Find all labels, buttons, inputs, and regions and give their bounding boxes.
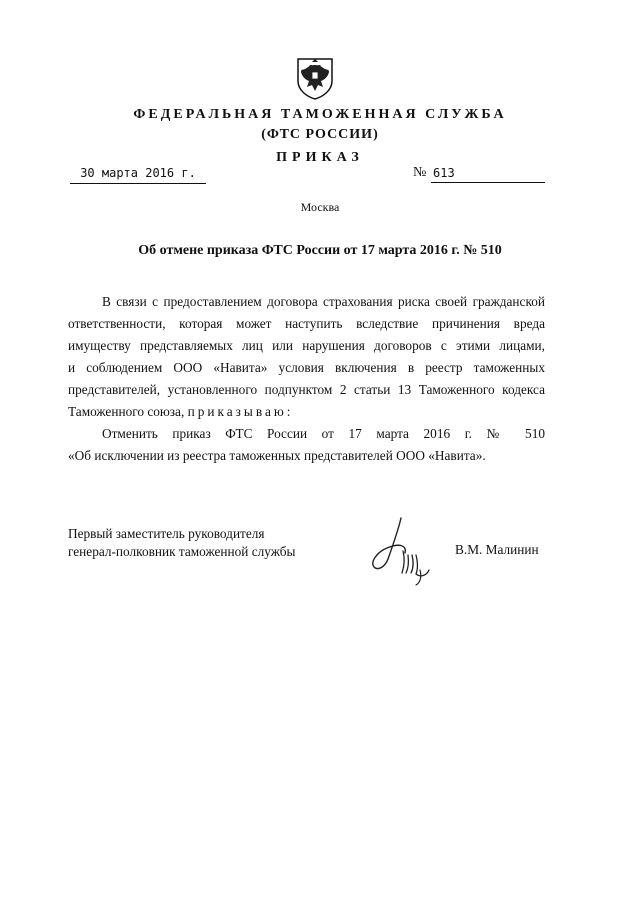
- body-line: имуществу представляемых лиц или нарушения договоров с этими лицами,: [68, 338, 545, 353]
- position-line: Первый заместитель руководителя: [68, 526, 265, 541]
- body-line: представителей, установленного подпунктом 2 статьи 13 Таможенного кодекса: [68, 382, 545, 397]
- order-verb: приказываю:: [187, 404, 294, 419]
- russian-coat-of-arms-icon: [292, 55, 338, 101]
- document-type: ПРИКАЗ: [276, 150, 364, 165]
- handwritten-signature-icon: [365, 515, 440, 587]
- signatory-position: [68, 525, 295, 561]
- body-line: Отменить приказ ФТС России от 17 марта 2016 г. № 510: [102, 426, 545, 441]
- position-line: генерал-полковник таможенной службы: [68, 544, 296, 559]
- signatory-name: В.М. Малинин: [455, 542, 539, 557]
- body-line: ответственности, которая может наступить вследствие причинения вреда: [68, 316, 545, 331]
- order-number: 613: [431, 163, 545, 183]
- body-line-last: [68, 401, 545, 423]
- order-body: [68, 291, 545, 467]
- document-title: Об отмене приказа ФТС России от 17 марта 2016 г. № 510: [138, 243, 502, 258]
- city: Москва: [300, 200, 340, 214]
- agency-name: ФЕДЕРАЛЬНАЯ ТАМОЖЕННАЯ СЛУЖБА: [133, 107, 507, 122]
- body-text: Таможенного союза,: [68, 404, 185, 419]
- order-number-field: [413, 163, 545, 183]
- order-date: 30 марта 2016 г.: [70, 163, 206, 184]
- body-line: В связи с предоставлением договора страхования риска своей гражданской: [102, 294, 545, 309]
- body-line: «Об исключении из реестра таможенных представителей ООО «Навита».: [68, 448, 486, 463]
- number-sign: №: [413, 165, 427, 180]
- body-line: и соблюдением ООО «Навита» условия включения в реестр таможенных: [68, 360, 545, 375]
- agency-abbreviation: (ФТС РОССИИ): [261, 127, 379, 142]
